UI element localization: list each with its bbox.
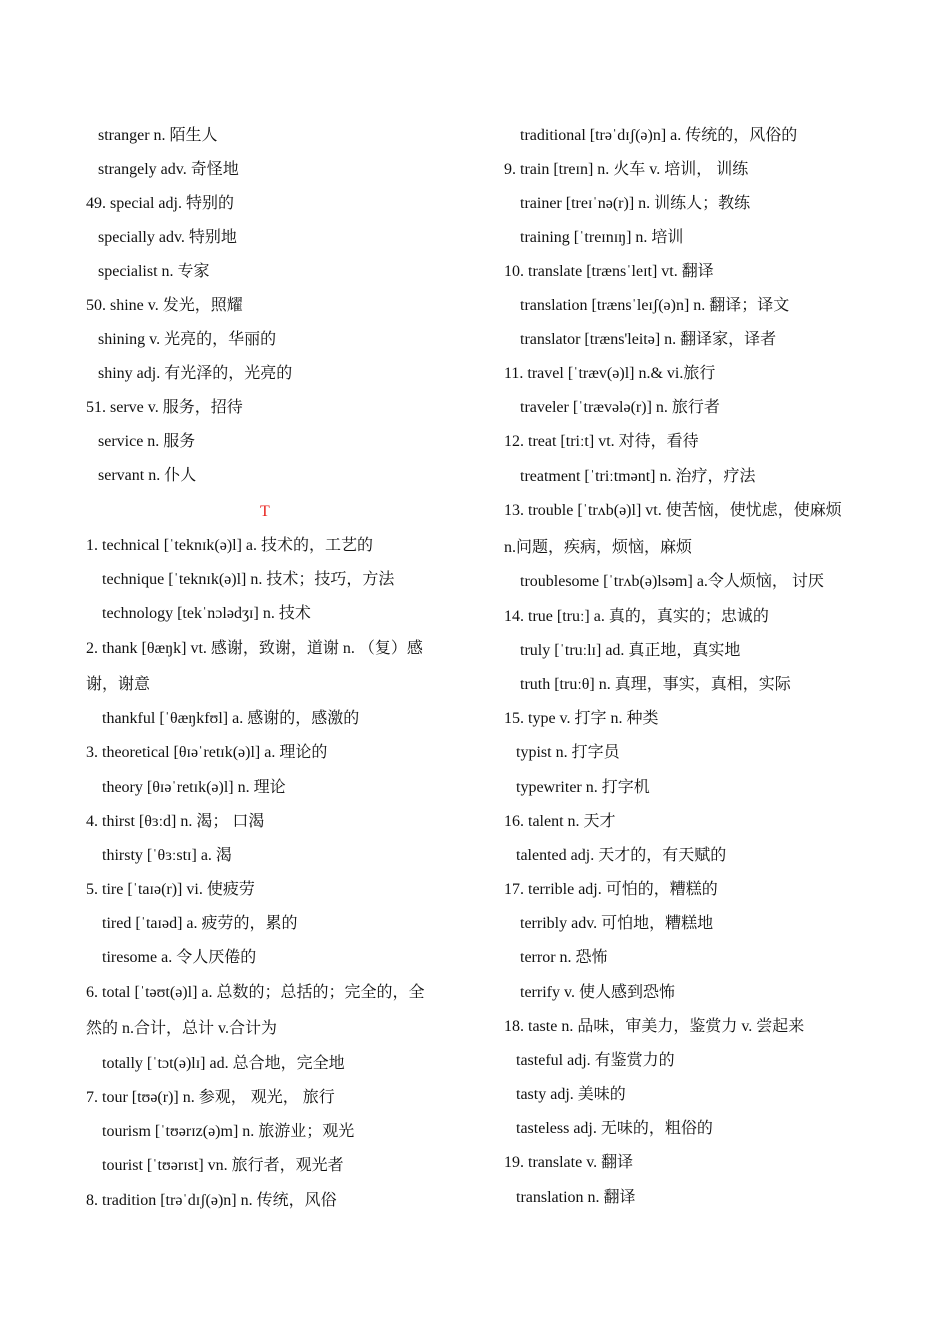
entry-line: 6. total [ˈtəʊt(ə)l] a. 总数的；总括的；完全的，全	[86, 984, 425, 1001]
entry-line: 4. thirst [θɜːd] n. 渴； 口渴	[86, 813, 265, 830]
entry-line: treatment [ˈtriːtmənt] n. 治疗，疗法	[520, 468, 756, 485]
entry-line: tasteful adj. 有鉴赏力的	[516, 1052, 675, 1069]
entry-line: n.问题，疾病，烦恼，麻烦	[504, 539, 693, 556]
entry-line: 18. taste n. 品味，审美力，鉴赏力 v. 尝起来	[504, 1018, 805, 1035]
entry-line: tasteless adj. 无味的，粗俗的	[516, 1120, 713, 1137]
entry-line: stranger n. 陌生人	[98, 127, 218, 144]
entry-line: 11. travel [ˈtræv(ə)l] n.& vi.旅行	[504, 365, 716, 382]
entry-line: 5. tire [ˈtaɪə(r)] vi. 使疲劳	[86, 881, 255, 898]
section-heading: T	[260, 503, 270, 520]
entry-line: tired [ˈtaɪəd] a. 疲劳的，累的	[102, 915, 298, 932]
entry-line: specialist n. 专家	[98, 263, 210, 280]
entry-line: 3. theoretical [θɪəˈretɪk(ə)l] a. 理论的	[86, 744, 328, 761]
entry-line: 16. talent n. 天才	[504, 813, 616, 830]
entry-line: traditional [trəˈdɪʃ(ə)n] a. 传统的，风俗的	[520, 127, 798, 144]
entry-line: troublesome [ˈtrʌb(ə)lsəm] a.令人烦恼， 讨厌	[520, 573, 824, 590]
entry-line: 17. terrible adj. 可怕的，糟糕的	[504, 881, 718, 898]
entry-line: translation n. 翻译	[516, 1189, 636, 1206]
entry-line: 7. tour [tʊə(r)] n. 参观， 观光， 旅行	[86, 1089, 335, 1106]
entry-line: 9. train [treɪn] n. 火车 v. 培训， 训练	[504, 161, 749, 178]
entry-line: 49. special adj. 特别的	[86, 195, 234, 212]
entry-line: totally [ˈtɔt(ə)lɪ] ad. 总合地，完全地	[102, 1055, 345, 1072]
entry-line: specially adv. 特别地	[98, 229, 237, 246]
entry-line: tourism [ˈtʊərɪz(ə)m] n. 旅游业；观光	[102, 1123, 355, 1140]
entry-line: 15. type v. 打字 n. 种类	[504, 710, 659, 727]
entry-line: strangely adv. 奇怪地	[98, 161, 239, 178]
entry-line: 14. true [truː] a. 真的，真实的；忠诚的	[504, 608, 769, 625]
entry-line: tourist [ˈtʊərɪst] vn. 旅行者，观光者	[102, 1157, 344, 1174]
entry-line: truly [ˈtruːlɪ] ad. 真正地，真实地	[520, 642, 741, 659]
entry-line: traveler [ˈtrævələ(r)] n. 旅行者	[520, 399, 720, 416]
entry-line: terribly adv. 可怕地，糟糕地	[520, 915, 714, 932]
entry-line: 谢，谢意	[86, 676, 151, 693]
entry-line: terror n. 恐怖	[520, 949, 608, 966]
entry-line: typewriter n. 打字机	[516, 779, 650, 796]
entry-line: typist n. 打字员	[516, 744, 620, 761]
entry-line: thankful [ˈθæŋkfʊl] a. 感谢的，感激的	[102, 710, 360, 727]
entry-line: thirsty [ˈθɜːstɪ] a. 渴	[102, 847, 232, 864]
entry-line: shining v. 光亮的，华丽的	[98, 331, 277, 348]
entry-line: talented adj. 天才的，有天赋的	[516, 847, 727, 864]
entry-line: terrify v. 使人感到恐怖	[520, 984, 675, 1001]
entry-line: tasty adj. 美味的	[516, 1086, 626, 1103]
entry-line: servant n. 仆人	[98, 467, 197, 484]
entry-line: 然的 n.合计，总计 v.合计为	[86, 1020, 277, 1037]
entry-line: tiresome a. 令人厌倦的	[102, 949, 257, 966]
entry-line: 10. translate [trænsˈleɪt] vt. 翻译	[504, 263, 714, 280]
entry-line: 1. technical [ˈteknɪk(ə)l] a. 技术的，工艺的	[86, 537, 374, 554]
entry-line: shiny adj. 有光泽的，光亮的	[98, 365, 293, 382]
entry-line: theory [θɪəˈretɪk(ə)l] n. 理论	[102, 779, 286, 796]
entry-line: 50. shine v. 发光，照耀	[86, 297, 243, 314]
entry-line: technique [ˈteknɪk(ə)l] n. 技术；技巧，方法	[102, 571, 395, 588]
entry-line: 13. trouble [ˈtrʌb(ə)l] vt. 使苦恼，使忧虑，使麻烦	[504, 502, 842, 519]
entry-line: translation [trænsˈleɪʃ(ə)n] n. 翻译；译文	[520, 297, 790, 314]
entry-line: trainer [treɪˈnə(r)] n. 训练人；教练	[520, 195, 751, 212]
entry-line: truth [truːθ] n. 真理，事实，真相，实际	[520, 676, 791, 693]
entry-line: translator [træns'leitə] n. 翻译家，译者	[520, 331, 777, 348]
entry-line: training [ˈtreɪnɪŋ] n. 培训	[520, 229, 684, 246]
entry-line: 8. tradition [trəˈdɪʃ(ə)n] n. 传统，风俗	[86, 1192, 337, 1209]
entry-line: technology [tekˈnɔlədʒɪ] n. 技术	[102, 605, 311, 622]
entry-line: 12. treat [triːt] vt. 对待，看待	[504, 433, 699, 450]
entry-line: 51. serve v. 服务，招待	[86, 399, 243, 416]
entry-line: 2. thank [θæŋk] vt. 感谢，致谢，道谢 n. （复）感	[86, 640, 423, 657]
entry-line: 19. translate v. 翻译	[504, 1154, 634, 1171]
entry-line: service n. 服务	[98, 433, 196, 450]
